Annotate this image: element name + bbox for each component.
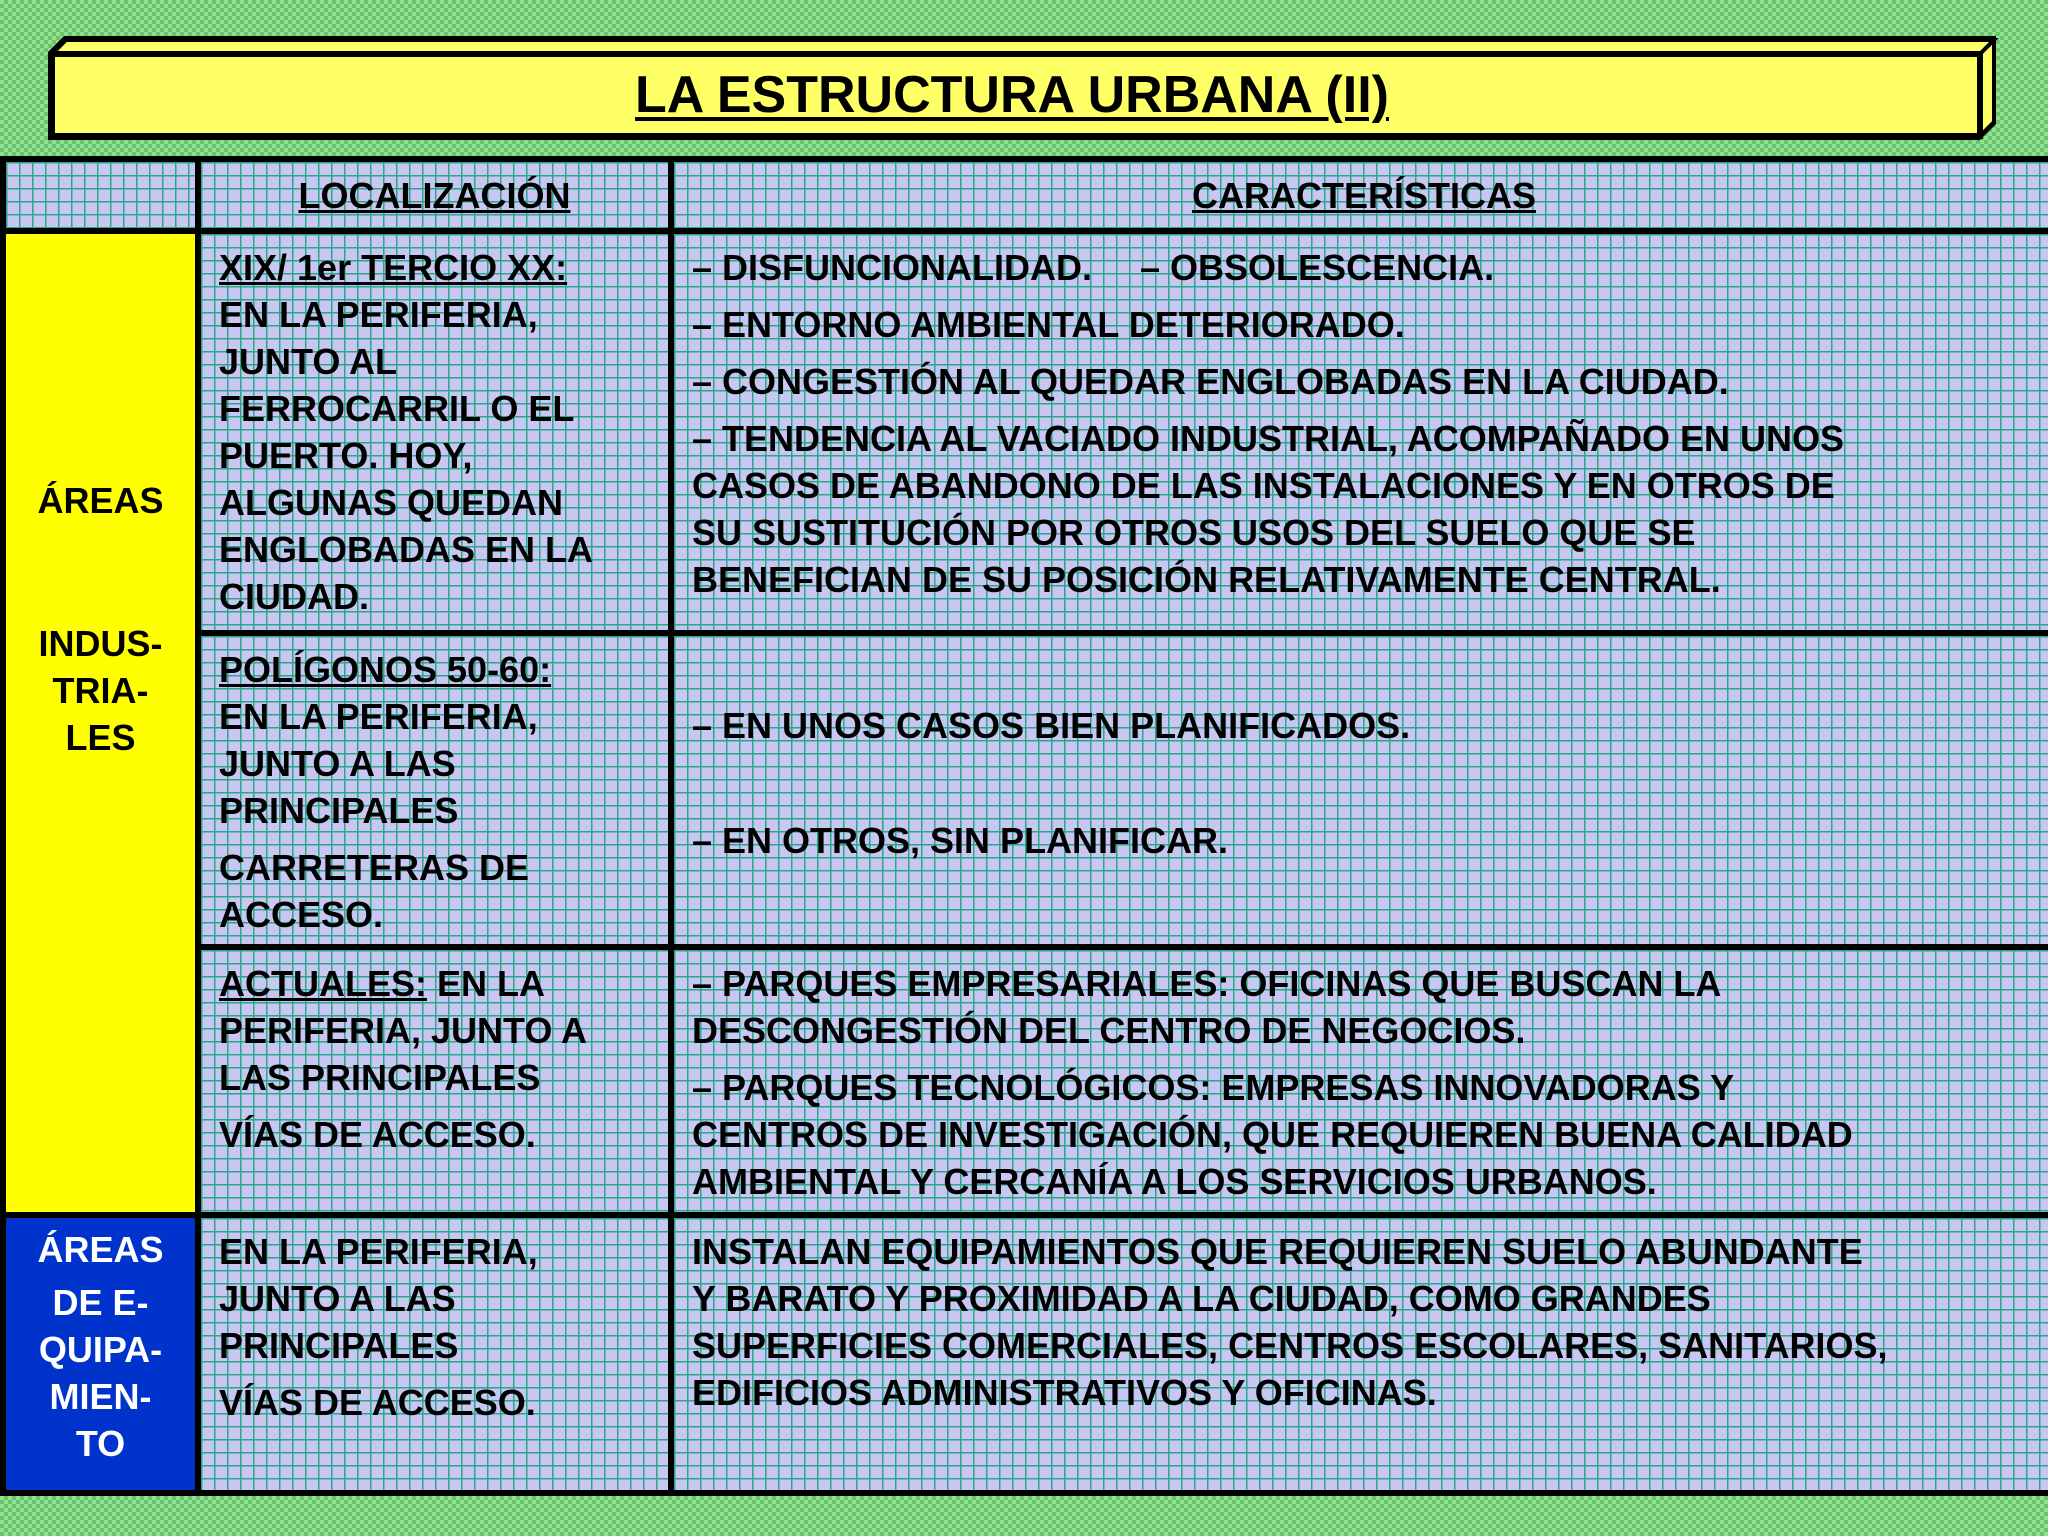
side-label-line: ÁREAS — [37, 1229, 164, 1270]
row2-char-item: – EN UNOS CASOS BIEN PLANIFICADOS. — [692, 705, 1411, 746]
row4-loc-line: PRINCIPALES — [219, 1325, 459, 1366]
side-label-industrial — [6, 234, 195, 1212]
title-banner — [44, 30, 2004, 142]
row1-char-disfuncionalidad: – DISFUNCIONALIDAD. — [692, 247, 1093, 288]
row4-loc-line: VÍAS DE ACCESO. — [219, 1382, 536, 1423]
row2-char-item: – EN OTROS, SIN PLANIFICAR. — [692, 820, 1229, 861]
row1-loc-line: FERROCARRIL O EL — [219, 388, 575, 429]
row4-char-line: EDIFICIOS ADMINISTRATIVOS Y OFICINAS. — [692, 1372, 1437, 1413]
header-caracteristicas — [674, 162, 2048, 228]
row4-localizacion — [201, 1218, 668, 1490]
side-label-line: TRIA- — [52, 670, 149, 711]
row3-char-line: AMBIENTAL Y CERCANÍA A LOS SERVICIOS URBANOS. — [692, 1161, 1657, 1202]
row1-char-obsolescencia: – OBSOLESCENCIA. — [1140, 247, 1495, 288]
row1-loc-heading: XIX/ 1er TERCIO XX: — [219, 247, 568, 288]
row3-char-line: CENTROS DE INVESTIGACIÓN, QUE REQUIEREN BUENA CALIDAD — [692, 1114, 1853, 1155]
row1-loc-line: ALGUNAS QUEDAN — [219, 482, 564, 523]
row3-localizacion — [201, 950, 668, 1212]
side-label-equipment — [6, 1218, 195, 1490]
row3-char-line: DESCONGESTIÓN DEL CENTRO DE NEGOCIOS. — [692, 1010, 1526, 1051]
row3-loc-line: VÍAS DE ACCESO. — [219, 1114, 536, 1155]
header-corner-cell — [6, 162, 195, 228]
row3-char-line: – PARQUES TECNOLÓGICOS: EMPRESAS INNOVADORAS Y — [692, 1067, 1735, 1108]
row2-loc-line: CARRETERAS DE — [219, 847, 530, 888]
row3-loc-line: LAS PRINCIPALES — [219, 1057, 541, 1098]
row4-loc-line: JUNTO A LAS — [219, 1278, 456, 1319]
side-label-line: LES — [65, 717, 136, 758]
side-label-line: DE E- — [52, 1282, 149, 1323]
structure-table — [0, 156, 2048, 1496]
header-localizacion — [201, 162, 668, 228]
row4-char-line: INSTALAN EQUIPAMIENTOS QUE REQUIEREN SUELO ABUNDANTE — [692, 1231, 1863, 1272]
row1-loc-line: EN LA PERIFERIA, — [219, 294, 538, 335]
row1-localizacion — [201, 234, 668, 630]
row3-loc-heading: ACTUALES: — [219, 963, 427, 1004]
header-caracteristicas-label: CARACTERÍSTICAS — [1191, 174, 1536, 216]
row1-char-item — [692, 244, 2042, 291]
side-label-line: MIEN- — [49, 1376, 152, 1417]
row1-loc-line: CIUDAD. — [219, 576, 369, 617]
page-title: LA ESTRUCTURA URBANA (II) — [635, 66, 1389, 124]
row4-char-line: Y BARATO Y PROXIMIDAD A LA CIUDAD, COMO GRANDES — [692, 1278, 1711, 1319]
row4-caracteristicas — [674, 1218, 2048, 1490]
row2-loc-line: EN LA PERIFERIA, — [219, 696, 538, 737]
row1-loc-line: JUNTO AL — [219, 341, 398, 382]
row2-loc-heading: POLÍGONOS 50-60: — [219, 649, 552, 690]
row3-caracteristicas — [674, 950, 2048, 1212]
row1-char-line: CASOS DE ABANDONO DE LAS INSTALACIONES Y EN OTROS DE — [692, 465, 1835, 506]
row1-caracteristicas — [674, 234, 2048, 630]
row4-loc-line: EN LA PERIFERIA, — [219, 1231, 538, 1272]
side-label-line: INDUS- — [38, 623, 163, 664]
header-localizacion-label: LOCALIZACIÓN — [298, 174, 571, 216]
row3-char-line: – PARQUES EMPRESARIALES: OFICINAS QUE BUSCAN LA — [692, 963, 1722, 1004]
side-label-line: QUIPA- — [38, 1329, 163, 1370]
row1-loc-line: ENGLOBADAS EN LA — [219, 529, 594, 570]
side-label-line: TO — [75, 1423, 126, 1464]
row1-loc-line: PUERTO. HOY, — [219, 435, 473, 476]
row1-char-line: SU SUSTITUCIÓN POR OTROS USOS DEL SUELO QUE SE — [692, 512, 1696, 553]
row3-loc-heading-rest: EN LA — [426, 963, 545, 1004]
row1-char-item: – ENTORNO AMBIENTAL DETERIORADO. — [692, 304, 1405, 345]
row2-loc-line: JUNTO A LAS — [219, 743, 456, 784]
side-label-line: ÁREAS — [37, 480, 164, 521]
row2-caracteristicas — [674, 636, 2048, 944]
row1-char-line: – TENDENCIA AL VACIADO INDUSTRIAL, ACOMPAÑADO EN UNOS — [692, 418, 1845, 459]
row2-localizacion — [201, 636, 668, 944]
row3-loc-heading-line — [219, 960, 656, 1007]
row3-loc-line: PERIFERIA, JUNTO A — [219, 1010, 588, 1051]
row1-char-line: BENEFICIAN DE SU POSICIÓN RELATIVAMENTE CENTRAL. — [692, 559, 1721, 600]
row4-char-line: SUPERFICIES COMERCIALES, CENTROS ESCOLARES, SANITARIOS, — [692, 1325, 1888, 1366]
row2-loc-line: PRINCIPALES — [219, 790, 459, 831]
row2-loc-line: ACCESO. — [219, 894, 384, 935]
row1-char-item: – CONGESTIÓN AL QUEDAR ENGLOBADAS EN LA CIUDAD. — [692, 361, 1729, 402]
